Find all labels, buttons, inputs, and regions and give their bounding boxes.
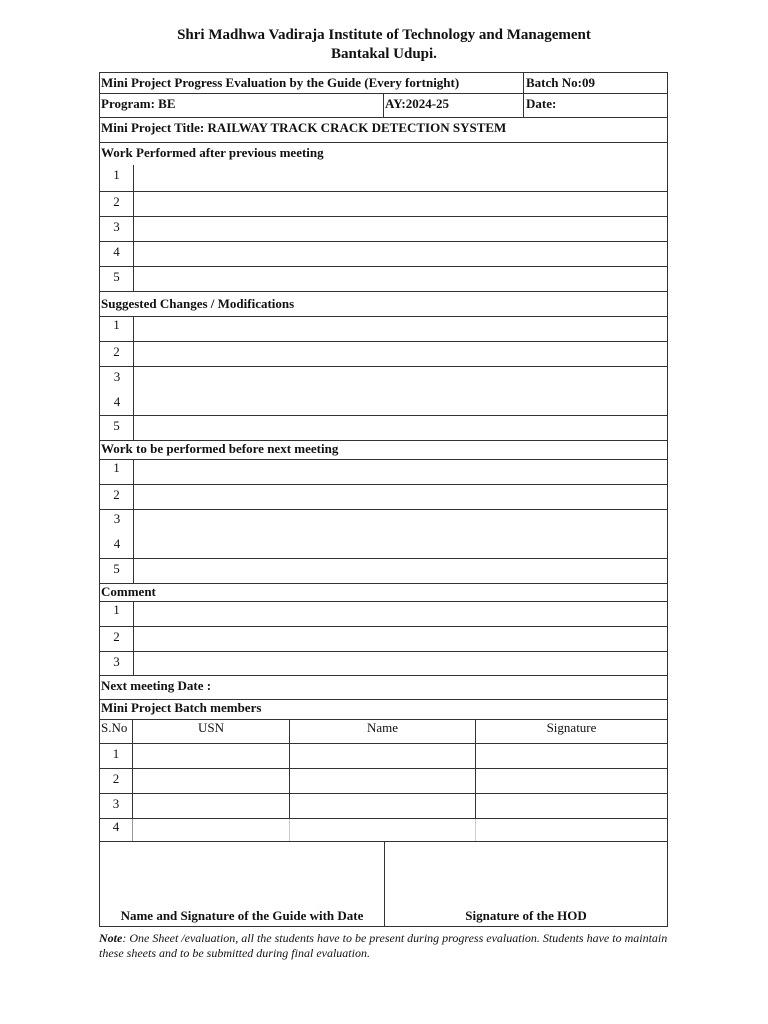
usn-cell xyxy=(132,794,289,818)
row-number: 1 xyxy=(99,165,133,191)
row-number: 3 xyxy=(99,794,132,818)
row-number: 4 xyxy=(113,536,121,551)
entry-cell xyxy=(133,342,668,366)
entry-cell xyxy=(133,242,668,266)
footer-note xyxy=(99,931,671,961)
note-text: : One Sheet /evaluation, all the students have to be present during progress evaluation. Students have to maintain these sheets and to be submitted during final evaluation. xyxy=(99,931,668,960)
name-header: Name xyxy=(289,720,475,743)
note-prefix: Note xyxy=(99,931,123,945)
entry-cell xyxy=(133,627,668,651)
work-next-row xyxy=(99,484,668,509)
row-number: 2 xyxy=(99,342,133,366)
work-performed-label: Work Performed after previous meeting xyxy=(99,143,668,165)
signature-cell xyxy=(475,794,668,818)
entry-cell xyxy=(133,416,668,440)
institute-location: Bantakal Udupi. xyxy=(331,46,437,62)
row-number: 1 xyxy=(99,460,133,484)
entry-cell xyxy=(133,559,668,583)
evaluation-title-row xyxy=(99,72,668,93)
signature-cell xyxy=(475,744,668,768)
next-meeting-row xyxy=(99,675,668,699)
comment-row xyxy=(99,651,668,675)
row-number: 1 xyxy=(99,317,133,341)
program: Program: BE xyxy=(99,94,383,117)
member-row xyxy=(99,768,668,793)
member-row xyxy=(99,743,668,768)
entry-cell xyxy=(133,192,668,216)
signature-cell xyxy=(475,819,668,842)
suggested-changes-row xyxy=(99,415,668,440)
date-field: Date: xyxy=(523,94,668,117)
work-performed-row xyxy=(99,241,668,266)
row-number: 5 xyxy=(99,559,133,583)
batch-members-label: Mini Project Batch members xyxy=(99,700,668,719)
members-table-header xyxy=(99,719,668,743)
entry-cell xyxy=(133,460,668,484)
name-cell xyxy=(289,794,475,818)
institute-name: Shri Madhwa Vadiraja Institute of Technology and Management xyxy=(177,27,591,43)
work-performed-row xyxy=(99,191,668,216)
guide-signature-box xyxy=(99,841,385,927)
row-number-group xyxy=(99,510,133,558)
suggested-changes-row xyxy=(99,366,668,415)
evaluation-title: Mini Project Progress Evaluation by the Guide (Every fortnight) xyxy=(99,73,523,93)
batch-number: Batch No:09 xyxy=(523,73,668,93)
comment-row xyxy=(99,626,668,651)
work-next-row xyxy=(99,558,668,583)
row-number: 4 xyxy=(113,394,121,409)
project-title-row xyxy=(99,117,668,142)
entry-cell xyxy=(133,217,668,241)
suggested-changes-label: Suggested Changes / Modifications xyxy=(99,292,668,316)
row-number: 2 xyxy=(99,485,133,509)
name-cell xyxy=(289,819,475,842)
usn-cell xyxy=(132,769,289,793)
work-next-header xyxy=(99,440,668,459)
guide-signature-label: Name and Signature of the Guide with Date xyxy=(120,908,364,923)
row-number: 3 xyxy=(99,652,133,675)
entry-cell xyxy=(133,367,668,415)
work-performed-header xyxy=(99,142,668,165)
entry-cell xyxy=(133,652,668,675)
suggested-changes-row xyxy=(99,316,668,341)
comment-label: Comment xyxy=(99,584,668,601)
row-number: 2 xyxy=(99,769,132,793)
work-next-row xyxy=(99,509,668,558)
comment-row xyxy=(99,601,668,626)
row-number: 1 xyxy=(99,744,132,768)
signature-cell xyxy=(475,769,668,793)
entry-cell xyxy=(133,267,668,291)
usn-cell xyxy=(132,744,289,768)
batch-members-header xyxy=(99,699,668,719)
row-number: 2 xyxy=(99,627,133,651)
row-number: 3 xyxy=(113,369,121,384)
row-number: 2 xyxy=(99,192,133,216)
project-title: Mini Project Title: RAILWAY TRACK CRACK DETECTION SYSTEM xyxy=(99,118,668,142)
suggested-changes-row xyxy=(99,341,668,366)
entry-cell xyxy=(133,317,668,341)
work-next-row xyxy=(99,459,668,484)
row-number: 3 xyxy=(113,511,121,526)
usn-header: USN xyxy=(132,720,289,743)
academic-year: AY:2024-25 xyxy=(383,94,523,117)
next-meeting-date: Next meeting Date : xyxy=(99,676,668,699)
row-number: 5 xyxy=(99,416,133,440)
hod-signature-label: Signature of the HOD xyxy=(465,908,587,923)
row-number: 3 xyxy=(99,217,133,241)
evaluation-form xyxy=(99,72,668,928)
work-next-label: Work to be performed before next meeting xyxy=(99,441,668,459)
work-performed-row xyxy=(99,216,668,241)
row-number: 4 xyxy=(99,242,133,266)
name-cell xyxy=(289,744,475,768)
row-number: 5 xyxy=(99,267,133,291)
suggested-changes-header xyxy=(99,291,668,316)
usn-cell xyxy=(132,819,289,842)
entry-cell xyxy=(133,510,668,558)
sno-header: S.No xyxy=(99,720,132,743)
member-row xyxy=(99,793,668,818)
entry-cell xyxy=(133,485,668,509)
work-performed-row xyxy=(99,165,668,191)
name-cell xyxy=(289,769,475,793)
signature-header: Signature xyxy=(475,720,668,743)
comment-header xyxy=(99,583,668,601)
entry-cell xyxy=(133,165,668,191)
program-row xyxy=(99,93,668,117)
entry-cell xyxy=(133,602,668,626)
work-performed-row xyxy=(99,266,668,291)
row-number-group xyxy=(99,367,133,415)
hod-signature-box xyxy=(384,841,668,927)
member-row xyxy=(99,818,668,842)
row-number: 4 xyxy=(99,819,132,842)
row-number: 1 xyxy=(99,602,133,626)
